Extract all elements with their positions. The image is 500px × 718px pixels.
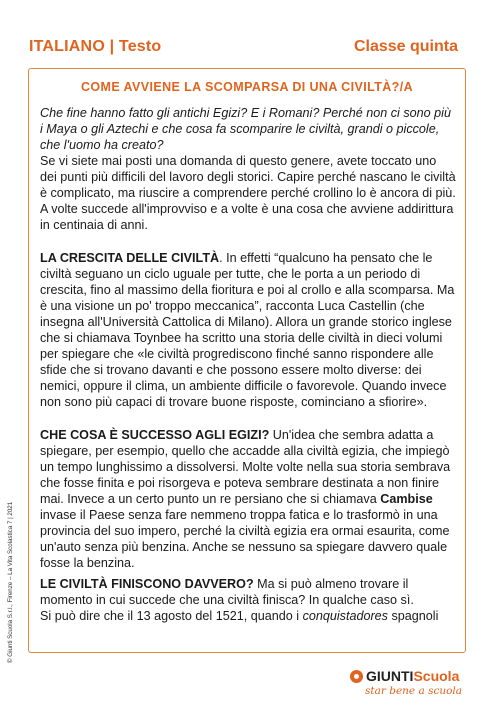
giunti-logo-icon (350, 670, 363, 683)
section-egypt-text-b: invase il Paese senza fare nemmeno troppa fatica e lo trasformò in una provincia del suo impero, perché la civiltà egizia era ormai esaurita, come un'auto senza più benzina. Anche se nessuno sa spiegare davvero quale fosse la benzina. (40, 508, 450, 570)
section-growth-text: . In effetti “qualcuno ha pensato che le civiltà seguano un ciclo uguale per tutte, che le porta a un periodo di crescita, fino al massimo della fioritura e poi al crollo e alla scomparsa. Ma è una visione un po' troppo meccanica”, racconta Luca Castellin (che insegna all'Università Cattolica di Milano). Allora un grande storico inglese che si chiamava Toynbee ha scritto una storia delle civiltà in dieci volumi per spiegare che «le civiltà progrediscono finché sanno rispondere alle sfide che si trovano davanti e che possono essere molto diverse: dei nemici, oppure il clima, un ambiente difficile o favorevole. Quando invece non sono più capaci di trovare buone risposte, cominciano a sfiorire». (40, 251, 455, 409)
section-1521 (40, 608, 456, 624)
section-egypt (40, 427, 456, 571)
section-1521-text-b: spagnoli (387, 609, 439, 623)
section-egypt-bold: Cambise (380, 492, 433, 506)
section-end (40, 576, 456, 608)
section-growth (40, 250, 456, 410)
section-egypt-text-a: Un'idea che sembra adatta a spiegare, per esempio, quello che accadde alla civiltà egizia, che impiegò un tempo lunghissimo a dissolversi. Molte volte nella sua storia sembrava che fosse finita e poi risorgeva e poteva sembrare destinata a non finire mai. Invece a un certo punto un re persiano che si chiamava (40, 428, 451, 506)
logo-tagline: star bene a scuola (365, 685, 463, 697)
section-growth-heading: LA CRESCITA DELLE CIVILTÀ (40, 251, 220, 265)
article-title: COME AVVIENE LA SCOMPARSA DI UNA CIVILTÀ?/A (80, 80, 414, 94)
logo-brand-accent: Scuola (413, 668, 460, 684)
section-end-text: Ma si può almeno trovare il momento in cui succede che una civiltà finisca? In qualche caso sì. (40, 577, 414, 607)
subject-label: ITALIANO | Testo (29, 38, 162, 55)
giunti-scuola-logo (350, 668, 470, 708)
logo-brand: GIUNTI (366, 668, 414, 684)
section-1521-text-a: Si può dire che il 13 agosto del 1521, quando i (40, 609, 303, 623)
intro-paragraph (40, 105, 456, 153)
section-egypt-heading: CHE COSA È SUCCESSO AGLI EGIZI? (40, 428, 270, 442)
intro-question: Che fine hanno fatto gli antichi Egizi? E i Romani? Perché non ci sono più i Maya o gli Aztechi e che cosa fa scomparire le civiltà, grandi o piccole, che l'uomo ha creato? (40, 106, 451, 152)
section-1521-italic: conquistadores (302, 609, 388, 623)
article-body (40, 105, 456, 624)
copyright-credit: © Giunti Scuola S.r.l., Firenze – La Vita Scolastica 7 | 2021 (7, 501, 14, 663)
intro-text: Se vi siete mai posti una domanda di questo genere, avete toccato uno dei punti più difficili del lavoro degli storici. Capire perché nascano le civiltà è complicato, ma riuscire a comprendere perché crollino lo è ancora di più. A volte succede all'improvviso e a volte è una cosa che avviene addirittura in centinaia di anni. (40, 154, 456, 232)
class-label: Classe quinta (353, 38, 458, 55)
section-end-heading: LE CIVILTÀ FINISCONO DAVVERO? (40, 577, 254, 591)
